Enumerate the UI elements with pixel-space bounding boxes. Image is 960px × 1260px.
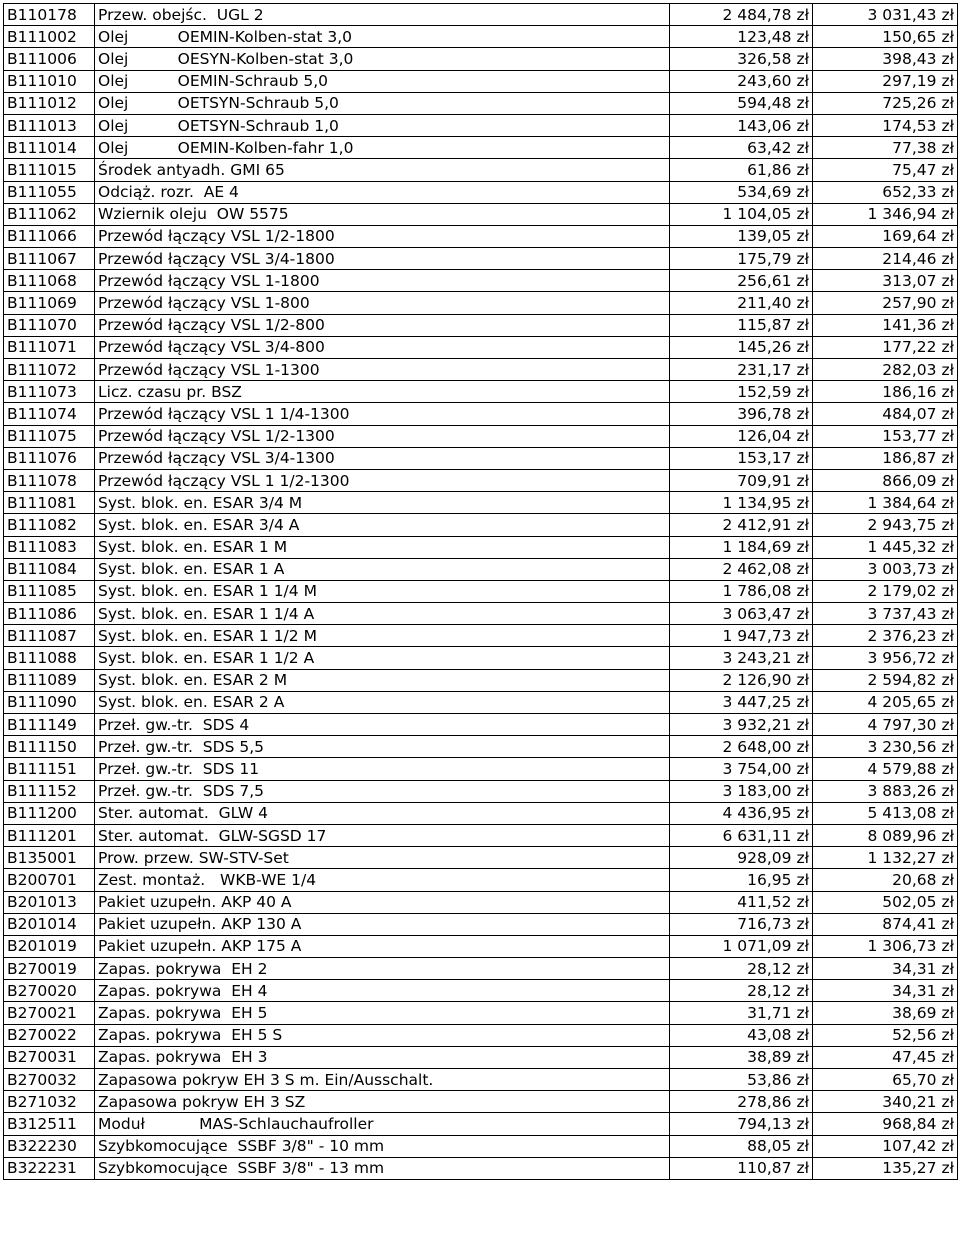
gross-price-cell: 65,70 zł: [813, 1069, 958, 1091]
product-description-cell: Przewód łączący VSL 1/2-1300: [95, 425, 670, 447]
gross-price-cell: 1 445,32 zł: [813, 536, 958, 558]
net-price-cell: 1 134,95 zł: [670, 492, 813, 514]
table-row: [4, 758, 958, 780]
net-price-cell: 326,58 zł: [670, 48, 813, 70]
net-price-cell: 31,71 zł: [670, 1002, 813, 1024]
net-price-cell: 4 436,95 zł: [670, 802, 813, 824]
product-description-cell: Licz. czasu pr. BSZ: [95, 381, 670, 403]
gross-price-cell: 153,77 zł: [813, 425, 958, 447]
product-code-cell: B111201: [4, 824, 95, 846]
product-code-cell: B111070: [4, 314, 95, 336]
table-row: [4, 92, 958, 114]
product-code-cell: B111015: [4, 159, 95, 181]
table-row: [4, 714, 958, 736]
net-price-cell: 139,05 zł: [670, 225, 813, 247]
product-code-cell: B111084: [4, 558, 95, 580]
net-price-cell: 794,13 zł: [670, 1113, 813, 1135]
gross-price-cell: 75,47 zł: [813, 159, 958, 181]
net-price-cell: 716,73 zł: [670, 913, 813, 935]
product-description-cell: Ster. automat. GLW 4: [95, 802, 670, 824]
product-description-cell: Przewód łączący VSL 1/2-1800: [95, 225, 670, 247]
table-row: [4, 270, 958, 292]
product-code-cell: B111010: [4, 70, 95, 92]
gross-price-cell: 214,46 zł: [813, 248, 958, 270]
table-row: [4, 980, 958, 1002]
product-description-cell: Przewód łączący VSL 3/4-800: [95, 336, 670, 358]
gross-price-cell: 77,38 zł: [813, 137, 958, 159]
product-code-cell: B201014: [4, 913, 95, 935]
product-description-cell: Przewód łączący VSL 1 1/2-1300: [95, 469, 670, 491]
product-code-cell: B271032: [4, 1091, 95, 1113]
product-description-cell: Olej OEMIN-Kolben-stat 3,0: [95, 26, 670, 48]
table-row: [4, 780, 958, 802]
table-row: [4, 1135, 958, 1157]
net-price-cell: 175,79 zł: [670, 248, 813, 270]
product-description-cell: Pakiet uzupełn. AKP 130 A: [95, 913, 670, 935]
product-description-cell: Zapas. pokrywa EH 2: [95, 958, 670, 980]
product-code-cell: B270019: [4, 958, 95, 980]
net-price-cell: 256,61 zł: [670, 270, 813, 292]
net-price-cell: 3 754,00 zł: [670, 758, 813, 780]
gross-price-cell: 2 594,82 zł: [813, 669, 958, 691]
table-row: [4, 359, 958, 381]
product-description-cell: Olej OETSYN-Schraub 5,0: [95, 92, 670, 114]
gross-price-cell: 1 346,94 zł: [813, 203, 958, 225]
table-row: [4, 669, 958, 691]
product-code-cell: B110178: [4, 4, 95, 26]
table-row: [4, 1157, 958, 1179]
product-description-cell: Syst. blok. en. ESAR 1 1/2 A: [95, 647, 670, 669]
product-description-cell: Środek antyadh. GMI 65: [95, 159, 670, 181]
product-code-cell: B270021: [4, 1002, 95, 1024]
gross-price-cell: 135,27 zł: [813, 1157, 958, 1179]
gross-price-cell: 4 797,30 zł: [813, 714, 958, 736]
net-price-cell: 16,95 zł: [670, 869, 813, 891]
table-row: [4, 647, 958, 669]
net-price-cell: 211,40 zł: [670, 292, 813, 314]
product-code-cell: B111086: [4, 603, 95, 625]
net-price-cell: 396,78 zł: [670, 403, 813, 425]
product-code-cell: B312511: [4, 1113, 95, 1135]
net-price-cell: 115,87 zł: [670, 314, 813, 336]
gross-price-cell: 177,22 zł: [813, 336, 958, 358]
product-description-cell: Przeł. gw.-tr. SDS 7,5: [95, 780, 670, 802]
gross-price-cell: 502,05 zł: [813, 891, 958, 913]
gross-price-cell: 107,42 zł: [813, 1135, 958, 1157]
table-row: [4, 824, 958, 846]
product-description-cell: Syst. blok. en. ESAR 2 A: [95, 691, 670, 713]
product-description-cell: Syst. blok. en. ESAR 1 1/4 A: [95, 603, 670, 625]
net-price-cell: 2 648,00 zł: [670, 736, 813, 758]
net-price-cell: 3 063,47 zł: [670, 603, 813, 625]
net-price-cell: 928,09 zł: [670, 847, 813, 869]
product-description-cell: Zapas. pokrywa EH 3: [95, 1046, 670, 1068]
net-price-cell: 1 184,69 zł: [670, 536, 813, 558]
net-price-cell: 53,86 zł: [670, 1069, 813, 1091]
product-code-cell: B111012: [4, 92, 95, 114]
table-row: [4, 225, 958, 247]
product-description-cell: Szybkomocujące SSBF 3/8" - 10 mm: [95, 1135, 670, 1157]
product-code-cell: B270020: [4, 980, 95, 1002]
product-description-cell: Przewód łączący VSL 1 1/4-1300: [95, 403, 670, 425]
product-description-cell: Przeł. gw.-tr. SDS 11: [95, 758, 670, 780]
table-row: [4, 336, 958, 358]
product-code-cell: B111002: [4, 26, 95, 48]
net-price-cell: 28,12 zł: [670, 958, 813, 980]
product-description-cell: Prow. przew. SW-STV-Set: [95, 847, 670, 869]
net-price-cell: 1 071,09 zł: [670, 935, 813, 957]
product-code-cell: B201013: [4, 891, 95, 913]
product-code-cell: B111151: [4, 758, 95, 780]
product-code-cell: B111150: [4, 736, 95, 758]
product-description-cell: Pakiet uzupełn. AKP 175 A: [95, 935, 670, 957]
net-price-cell: 534,69 zł: [670, 181, 813, 203]
product-code-cell: B135001: [4, 847, 95, 869]
gross-price-cell: 34,31 zł: [813, 958, 958, 980]
gross-price-cell: 340,21 zł: [813, 1091, 958, 1113]
net-price-cell: 43,08 zł: [670, 1024, 813, 1046]
product-description-cell: Zapas. pokrywa EH 5: [95, 1002, 670, 1024]
product-code-cell: B201019: [4, 935, 95, 957]
table-row: [4, 891, 958, 913]
net-price-cell: 411,52 zł: [670, 891, 813, 913]
product-description-cell: Przewód łączący VSL 3/4-1300: [95, 447, 670, 469]
table-row: [4, 603, 958, 625]
net-price-cell: 3 932,21 zł: [670, 714, 813, 736]
net-price-cell: 6 631,11 zł: [670, 824, 813, 846]
table-row: [4, 1024, 958, 1046]
table-row: [4, 159, 958, 181]
product-code-cell: B111081: [4, 492, 95, 514]
gross-price-cell: 282,03 zł: [813, 359, 958, 381]
product-description-cell: Przeł. gw.-tr. SDS 4: [95, 714, 670, 736]
gross-price-cell: 38,69 zł: [813, 1002, 958, 1024]
product-code-cell: B111013: [4, 114, 95, 136]
table-row: [4, 691, 958, 713]
product-description-cell: Syst. blok. en. ESAR 1 M: [95, 536, 670, 558]
gross-price-cell: 398,43 zł: [813, 48, 958, 70]
product-description-cell: Przeł. gw.-tr. SDS 5,5: [95, 736, 670, 758]
table-row: [4, 847, 958, 869]
net-price-cell: 143,06 zł: [670, 114, 813, 136]
net-price-cell: 243,60 zł: [670, 70, 813, 92]
product-code-cell: B270022: [4, 1024, 95, 1046]
table-row: [4, 114, 958, 136]
product-description-cell: Wziernik oleju OW 5575: [95, 203, 670, 225]
gross-price-cell: 2 943,75 zł: [813, 514, 958, 536]
table-row: [4, 1091, 958, 1113]
product-code-cell: B111078: [4, 469, 95, 491]
gross-price-cell: 8 089,96 zł: [813, 824, 958, 846]
gross-price-cell: 1 384,64 zł: [813, 492, 958, 514]
product-code-cell: B111062: [4, 203, 95, 225]
net-price-cell: 231,17 zł: [670, 359, 813, 381]
net-price-cell: 3 243,21 zł: [670, 647, 813, 669]
product-code-cell: B111083: [4, 536, 95, 558]
gross-price-cell: 1 306,73 zł: [813, 935, 958, 957]
product-code-cell: B111068: [4, 270, 95, 292]
product-code-cell: B111069: [4, 292, 95, 314]
net-price-cell: 110,87 zł: [670, 1157, 813, 1179]
net-price-cell: 1 947,73 zł: [670, 625, 813, 647]
gross-price-cell: 725,26 zł: [813, 92, 958, 114]
product-description-cell: Pakiet uzupełn. AKP 40 A: [95, 891, 670, 913]
product-description-cell: Przewód łączący VSL 1-1300: [95, 359, 670, 381]
table-row: [4, 958, 958, 980]
product-code-cell: B111055: [4, 181, 95, 203]
product-description-cell: Odciąż. rozr. AE 4: [95, 181, 670, 203]
product-code-cell: B111071: [4, 336, 95, 358]
net-price-cell: 63,42 zł: [670, 137, 813, 159]
table-row: [4, 203, 958, 225]
table-row: [4, 492, 958, 514]
gross-price-cell: 257,90 zł: [813, 292, 958, 314]
gross-price-cell: 2 376,23 zł: [813, 625, 958, 647]
gross-price-cell: 141,36 zł: [813, 314, 958, 336]
gross-price-cell: 174,53 zł: [813, 114, 958, 136]
table-row: [4, 70, 958, 92]
gross-price-cell: 52,56 zł: [813, 1024, 958, 1046]
product-code-cell: B111089: [4, 669, 95, 691]
gross-price-cell: 652,33 zł: [813, 181, 958, 203]
net-price-cell: 278,86 zł: [670, 1091, 813, 1113]
product-description-cell: Syst. blok. en. ESAR 3/4 A: [95, 514, 670, 536]
gross-price-cell: 186,87 zł: [813, 447, 958, 469]
product-code-cell: B111073: [4, 381, 95, 403]
product-code-cell: B111067: [4, 248, 95, 270]
table-row: [4, 869, 958, 891]
net-price-cell: 123,48 zł: [670, 26, 813, 48]
product-code-cell: B111075: [4, 425, 95, 447]
product-description-cell: Zest. montaż. WKB-WE 1/4: [95, 869, 670, 891]
table-row: [4, 736, 958, 758]
table-row: [4, 1069, 958, 1091]
gross-price-cell: 169,64 zł: [813, 225, 958, 247]
table-row: [4, 48, 958, 70]
table-row: [4, 514, 958, 536]
product-description-cell: Przewód łączący VSL 3/4-1800: [95, 248, 670, 270]
table-row: [4, 1113, 958, 1135]
product-description-cell: Syst. blok. en. ESAR 1 A: [95, 558, 670, 580]
product-description-cell: Przewód łączący VSL 1/2-800: [95, 314, 670, 336]
product-description-cell: Zapasowa pokryw EH 3 S m. Ein/Ausschalt.: [95, 1069, 670, 1091]
product-code-cell: B111072: [4, 359, 95, 381]
net-price-cell: 28,12 zł: [670, 980, 813, 1002]
net-price-cell: 3 183,00 zł: [670, 780, 813, 802]
price-list-table: [3, 3, 958, 1180]
net-price-cell: 1 104,05 zł: [670, 203, 813, 225]
table-row: [4, 4, 958, 26]
product-code-cell: B111006: [4, 48, 95, 70]
gross-price-cell: 3 003,73 zł: [813, 558, 958, 580]
product-description-cell: Zapas. pokrywa EH 5 S: [95, 1024, 670, 1046]
product-code-cell: B111200: [4, 802, 95, 824]
product-code-cell: B111066: [4, 225, 95, 247]
product-description-cell: Syst. blok. en. ESAR 3/4 M: [95, 492, 670, 514]
price-list-body: [4, 4, 958, 1180]
table-row: [4, 913, 958, 935]
product-code-cell: B111076: [4, 447, 95, 469]
table-row: [4, 314, 958, 336]
product-code-cell: B111014: [4, 137, 95, 159]
table-row: [4, 558, 958, 580]
gross-price-cell: 4 579,88 zł: [813, 758, 958, 780]
table-row: [4, 447, 958, 469]
product-description-cell: Przew. obejśc. UGL 2: [95, 4, 670, 26]
product-code-cell: B111090: [4, 691, 95, 713]
product-code-cell: B270031: [4, 1046, 95, 1068]
table-row: [4, 292, 958, 314]
table-row: [4, 802, 958, 824]
gross-price-cell: 3 956,72 zł: [813, 647, 958, 669]
table-row: [4, 1046, 958, 1068]
table-row: [4, 403, 958, 425]
gross-price-cell: 4 205,65 zł: [813, 691, 958, 713]
table-row: [4, 580, 958, 602]
gross-price-cell: 5 413,08 zł: [813, 802, 958, 824]
product-description-cell: Przewód łączący VSL 1-800: [95, 292, 670, 314]
product-description-cell: Szybkomocujące SSBF 3/8" - 13 mm: [95, 1157, 670, 1179]
gross-price-cell: 186,16 zł: [813, 381, 958, 403]
product-code-cell: B200701: [4, 869, 95, 891]
gross-price-cell: 47,45 zł: [813, 1046, 958, 1068]
product-description-cell: Syst. blok. en. ESAR 2 M: [95, 669, 670, 691]
gross-price-cell: 3 883,26 zł: [813, 780, 958, 802]
product-description-cell: Ster. automat. GLW-SGSD 17: [95, 824, 670, 846]
product-description-cell: Syst. blok. en. ESAR 1 1/2 M: [95, 625, 670, 647]
net-price-cell: 2 126,90 zł: [670, 669, 813, 691]
net-price-cell: 594,48 zł: [670, 92, 813, 114]
gross-price-cell: 313,07 zł: [813, 270, 958, 292]
product-code-cell: B111074: [4, 403, 95, 425]
gross-price-cell: 1 132,27 zł: [813, 847, 958, 869]
table-row: [4, 625, 958, 647]
gross-price-cell: 484,07 zł: [813, 403, 958, 425]
gross-price-cell: 866,09 zł: [813, 469, 958, 491]
product-description-cell: Moduł MAS-Schlauchaufroller: [95, 1113, 670, 1135]
net-price-cell: 709,91 zł: [670, 469, 813, 491]
product-description-cell: Olej OEMIN-Kolben-fahr 1,0: [95, 137, 670, 159]
net-price-cell: 61,86 zł: [670, 159, 813, 181]
net-price-cell: 152,59 zł: [670, 381, 813, 403]
product-code-cell: B322230: [4, 1135, 95, 1157]
net-price-cell: 126,04 zł: [670, 425, 813, 447]
net-price-cell: 38,89 zł: [670, 1046, 813, 1068]
table-row: [4, 425, 958, 447]
gross-price-cell: 297,19 zł: [813, 70, 958, 92]
product-code-cell: B111082: [4, 514, 95, 536]
table-row: [4, 248, 958, 270]
product-code-cell: B111152: [4, 780, 95, 802]
net-price-cell: 1 786,08 zł: [670, 580, 813, 602]
gross-price-cell: 150,65 zł: [813, 26, 958, 48]
gross-price-cell: 20,68 zł: [813, 869, 958, 891]
product-description-cell: Olej OETSYN-Schraub 1,0: [95, 114, 670, 136]
gross-price-cell: 34,31 zł: [813, 980, 958, 1002]
product-description-cell: Przewód łączący VSL 1-1800: [95, 270, 670, 292]
gross-price-cell: 2 179,02 zł: [813, 580, 958, 602]
product-code-cell: B322231: [4, 1157, 95, 1179]
gross-price-cell: 3 031,43 zł: [813, 4, 958, 26]
gross-price-cell: 968,84 zł: [813, 1113, 958, 1135]
product-description-cell: Olej OESYN-Kolben-stat 3,0: [95, 48, 670, 70]
product-code-cell: B111087: [4, 625, 95, 647]
net-price-cell: 153,17 zł: [670, 447, 813, 469]
product-description-cell: Syst. blok. en. ESAR 1 1/4 M: [95, 580, 670, 602]
net-price-cell: 2 412,91 zł: [670, 514, 813, 536]
gross-price-cell: 3 737,43 zł: [813, 603, 958, 625]
table-row: [4, 181, 958, 203]
product-code-cell: B111088: [4, 647, 95, 669]
net-price-cell: 88,05 zł: [670, 1135, 813, 1157]
product-code-cell: B111149: [4, 714, 95, 736]
net-price-cell: 2 484,78 zł: [670, 4, 813, 26]
table-row: [4, 381, 958, 403]
gross-price-cell: 874,41 zł: [813, 913, 958, 935]
table-row: [4, 469, 958, 491]
gross-price-cell: 3 230,56 zł: [813, 736, 958, 758]
product-code-cell: B111085: [4, 580, 95, 602]
table-row: [4, 1002, 958, 1024]
product-description-cell: Olej OEMIN-Schraub 5,0: [95, 70, 670, 92]
product-code-cell: B270032: [4, 1069, 95, 1091]
product-description-cell: Zapas. pokrywa EH 4: [95, 980, 670, 1002]
net-price-cell: 2 462,08 zł: [670, 558, 813, 580]
net-price-cell: 3 447,25 zł: [670, 691, 813, 713]
table-row: [4, 137, 958, 159]
table-row: [4, 26, 958, 48]
table-row: [4, 536, 958, 558]
net-price-cell: 145,26 zł: [670, 336, 813, 358]
product-description-cell: Zapasowa pokryw EH 3 SZ: [95, 1091, 670, 1113]
table-row: [4, 935, 958, 957]
